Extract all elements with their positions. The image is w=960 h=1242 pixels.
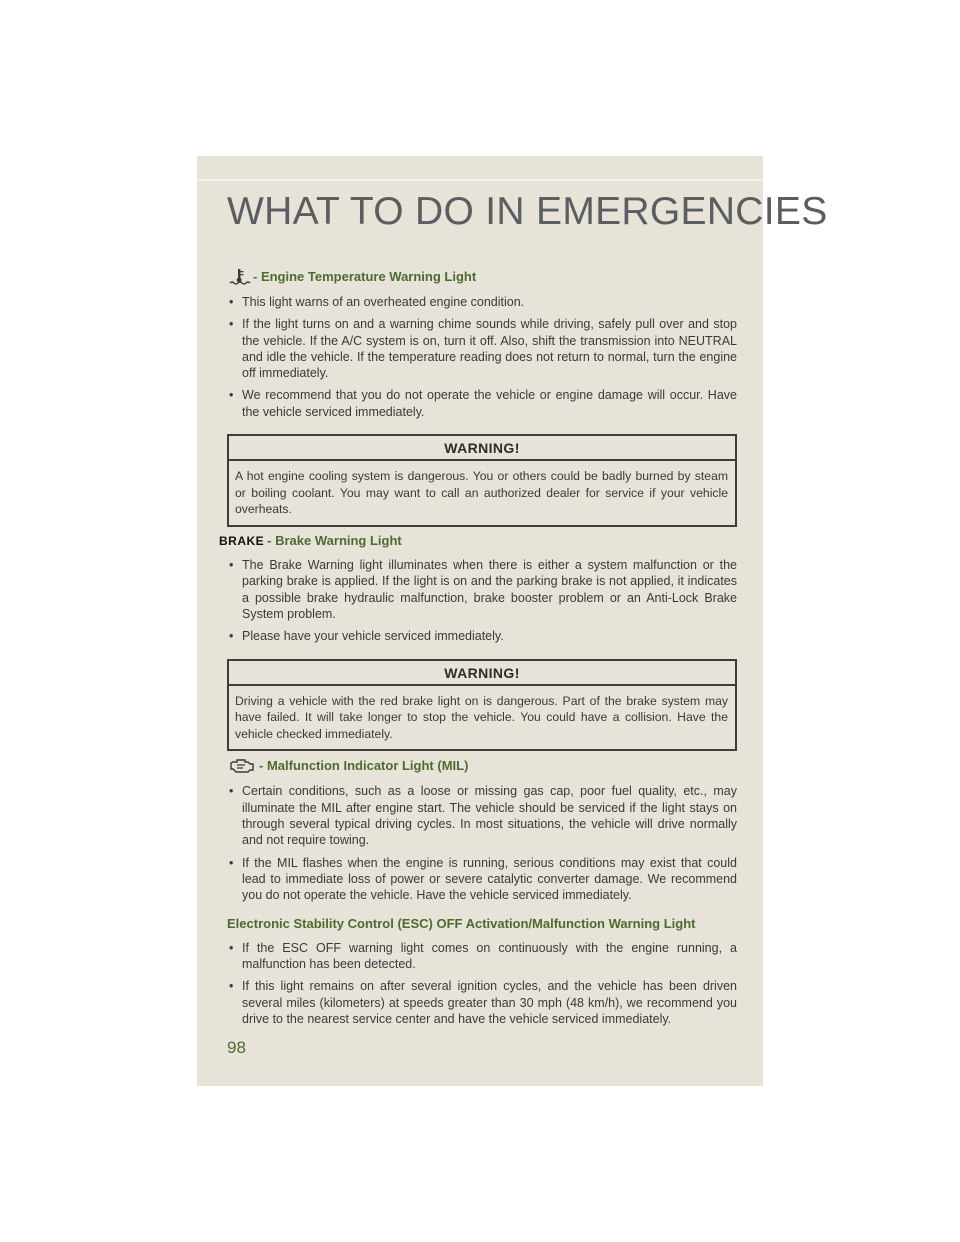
esc-heading [227,916,737,932]
warning-text: A hot engine cooling system is dangerous. You or others could be badly burned by steam or boiling coolant. You may want to call an authorized dealer for service if your vehicle overheats. [235,469,728,517]
mil-heading [227,757,737,775]
list-item: • If the MIL flashes when the engine is running, serious conditions may exist that could lead to immediate loss of power or severe catalytic converter damage. We recommend you do not operate the vehicle. Have the vehicle serviced immediately. [227,855,737,904]
page-number: 98 [227,1038,246,1057]
page-content [219,268,737,1033]
brake-warning-box [227,659,737,752]
brake-list [227,557,737,644]
list-item: • We recommend that you do not operate the vehicle or engine damage will occur. Have the vehicle serviced immediately. [227,387,737,420]
section-title: WHAT TO DO IN EMERGENCIES [227,190,828,233]
mil-heading-text: - Malfunction Indicator Light (MIL) [259,758,469,774]
check-engine-icon [227,757,257,775]
mil-list [227,783,737,903]
warning-title: WARNING! [229,436,735,461]
list-item: • This light warns of an overheated engine condition. [227,294,737,310]
brake-heading [219,532,737,549]
engine-temp-heading [227,268,737,286]
list-item: • If the light turns on and a warning chime sounds while driving, safely pull over and stop the vehicle. If the A/C system is on, turn it off. Also, shift the transmission into NEUTRAL and idle the vehicle. If the temperature reading does not return to normal, turn the engine off immediately. [227,316,737,381]
esc-list [227,940,737,1027]
list-item: • The Brake Warning light illuminates when there is either a system malfunction or the parking brake is applied. If the light is on and the parking brake is not applied, it indicates a possible brake hydraulic malfunction, brake booster problem or an Anti-Lock Brake System problem. [227,557,737,622]
list-item: • If the ESC OFF warning light comes on continuously with the engine running, a malfunction has been detected. [227,940,737,973]
engine-warning-box [227,434,737,527]
brake-heading-text: - Brake Warning Light [267,532,402,548]
warning-title: WARNING! [229,661,735,686]
list-item: • If this light remains on after several ignition cycles, and the vehicle has been driven several miles (kilometers) at speeds greater than 30 mph (48 km/h), we recommend you drive to the nearest service center and have the vehicle serviced immediately. [227,978,737,1027]
list-item: • Please have your vehicle serviced immediately. [227,628,737,644]
engine-temperature-icon [227,268,251,286]
warning-text: Driving a vehicle with the red brake light on is dangerous. Part of the brake system may have failed. It will take longer to stop the vehicle. You could have a collision. Have the vehicle checked immediately. [235,693,728,741]
list-item: • Certain conditions, such as a loose or missing gas cap, poor fuel quality, etc., may illuminate the MIL after engine start. The vehicle should be serviced if the light stays on through several typical driving cycles. In most situations, the vehicle will drive normally and not require towing. [227,783,737,848]
engine-temp-list [227,294,737,420]
manual-page [197,156,828,1086]
header-rule [197,179,763,181]
engine-temp-heading-text: - Engine Temperature Warning Light [253,268,477,284]
brake-icon: BRAKE [219,533,265,548]
esc-heading-text: Electronic Stability Control (ESC) OFF Activation/Malfunction Warning Light [227,915,696,931]
